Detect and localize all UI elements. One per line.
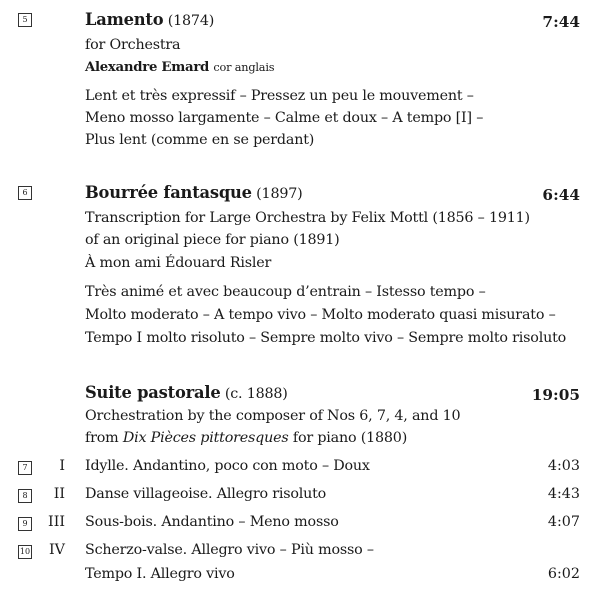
performer-name: Alexandre Emard (85, 60, 210, 75)
source-work-title: Dix Pièces pittoresques (122, 430, 289, 446)
track-number-box: 7 (18, 461, 32, 475)
movement-duration: 4:03 (547, 458, 580, 474)
movement-title: Idylle. Andantino, poco con moto – Doux (85, 458, 370, 474)
track-number-box: 5 (18, 13, 32, 27)
suite-note: Orchestration by the composer of Nos 6, 7, 4, and 10 (85, 408, 461, 424)
track-number-box: 9 (18, 517, 32, 531)
track-title: Lamento (85, 10, 164, 29)
movement-title: Sous-bois. Andantino – Meno mosso (85, 514, 339, 530)
track-title-line (85, 10, 214, 29)
movement-title: Danse villageoise. Allegro risoluto (85, 486, 327, 502)
suite-note (85, 430, 407, 446)
movement-title-continued: Tempo I. Allegro vivo (85, 566, 235, 582)
performer-instrument: cor anglais (213, 61, 275, 74)
tempo-line: Lent et très expressif – Pressez un peu le mouvement – (85, 88, 474, 104)
suite-duration: 19:05 (531, 386, 580, 404)
tempo-line: Très animé et avec beaucoup d’entrain – Istesso tempo – (85, 284, 486, 300)
track-duration: 7:44 (542, 13, 580, 31)
track-note: of an original piece for piano (1891) (85, 232, 340, 248)
movement-title: Scherzo-valse. Allegro vivo – Più mosso – (85, 542, 374, 558)
track-year: (1897) (256, 186, 303, 202)
tempo-line: Molto moderato – A tempo vivo – Molto moderato quasi misurato – (85, 307, 556, 323)
track-subtitle: for Orchestra (85, 37, 181, 53)
suite-note-suffix: for piano (1880) (288, 430, 408, 446)
track-number-box: 8 (18, 489, 32, 503)
movement-numeral: I (59, 458, 65, 474)
tempo-line: Meno mosso largamente – Calme et doux – A tempo [I] – (85, 110, 484, 126)
track-number-box: 10 (18, 545, 32, 559)
track-year: (1874) (167, 13, 215, 29)
track-number-box: 6 (18, 186, 32, 200)
movement-numeral: IV (49, 542, 65, 558)
tempo-line: Tempo I molto risoluto – Sempre molto vivo – Sempre molto risoluto (85, 330, 567, 346)
suite-title-line (85, 383, 288, 402)
movement-duration: 6:02 (547, 566, 580, 582)
track-title: Bourrée fantasque (85, 183, 252, 202)
tempo-line: Plus lent (comme en se perdant) (85, 132, 315, 148)
performer-line (85, 59, 274, 75)
suite-title: Suite pastorale (85, 383, 221, 402)
movement-duration: 4:07 (547, 514, 580, 530)
track-duration: 6:44 (542, 186, 580, 204)
suite-year: (c. 1888) (224, 386, 288, 402)
suite-note-prefix: from (85, 430, 123, 446)
track-note: Transcription for Large Orchestra by Felix Mottl (1856 – 1911) (85, 210, 530, 226)
movement-duration: 4:43 (547, 486, 580, 502)
track-title-line (85, 183, 303, 202)
movement-numeral: II (53, 486, 65, 502)
movement-numeral: III (48, 514, 65, 530)
track-dedication: À mon ami Édouard Risler (85, 255, 272, 271)
